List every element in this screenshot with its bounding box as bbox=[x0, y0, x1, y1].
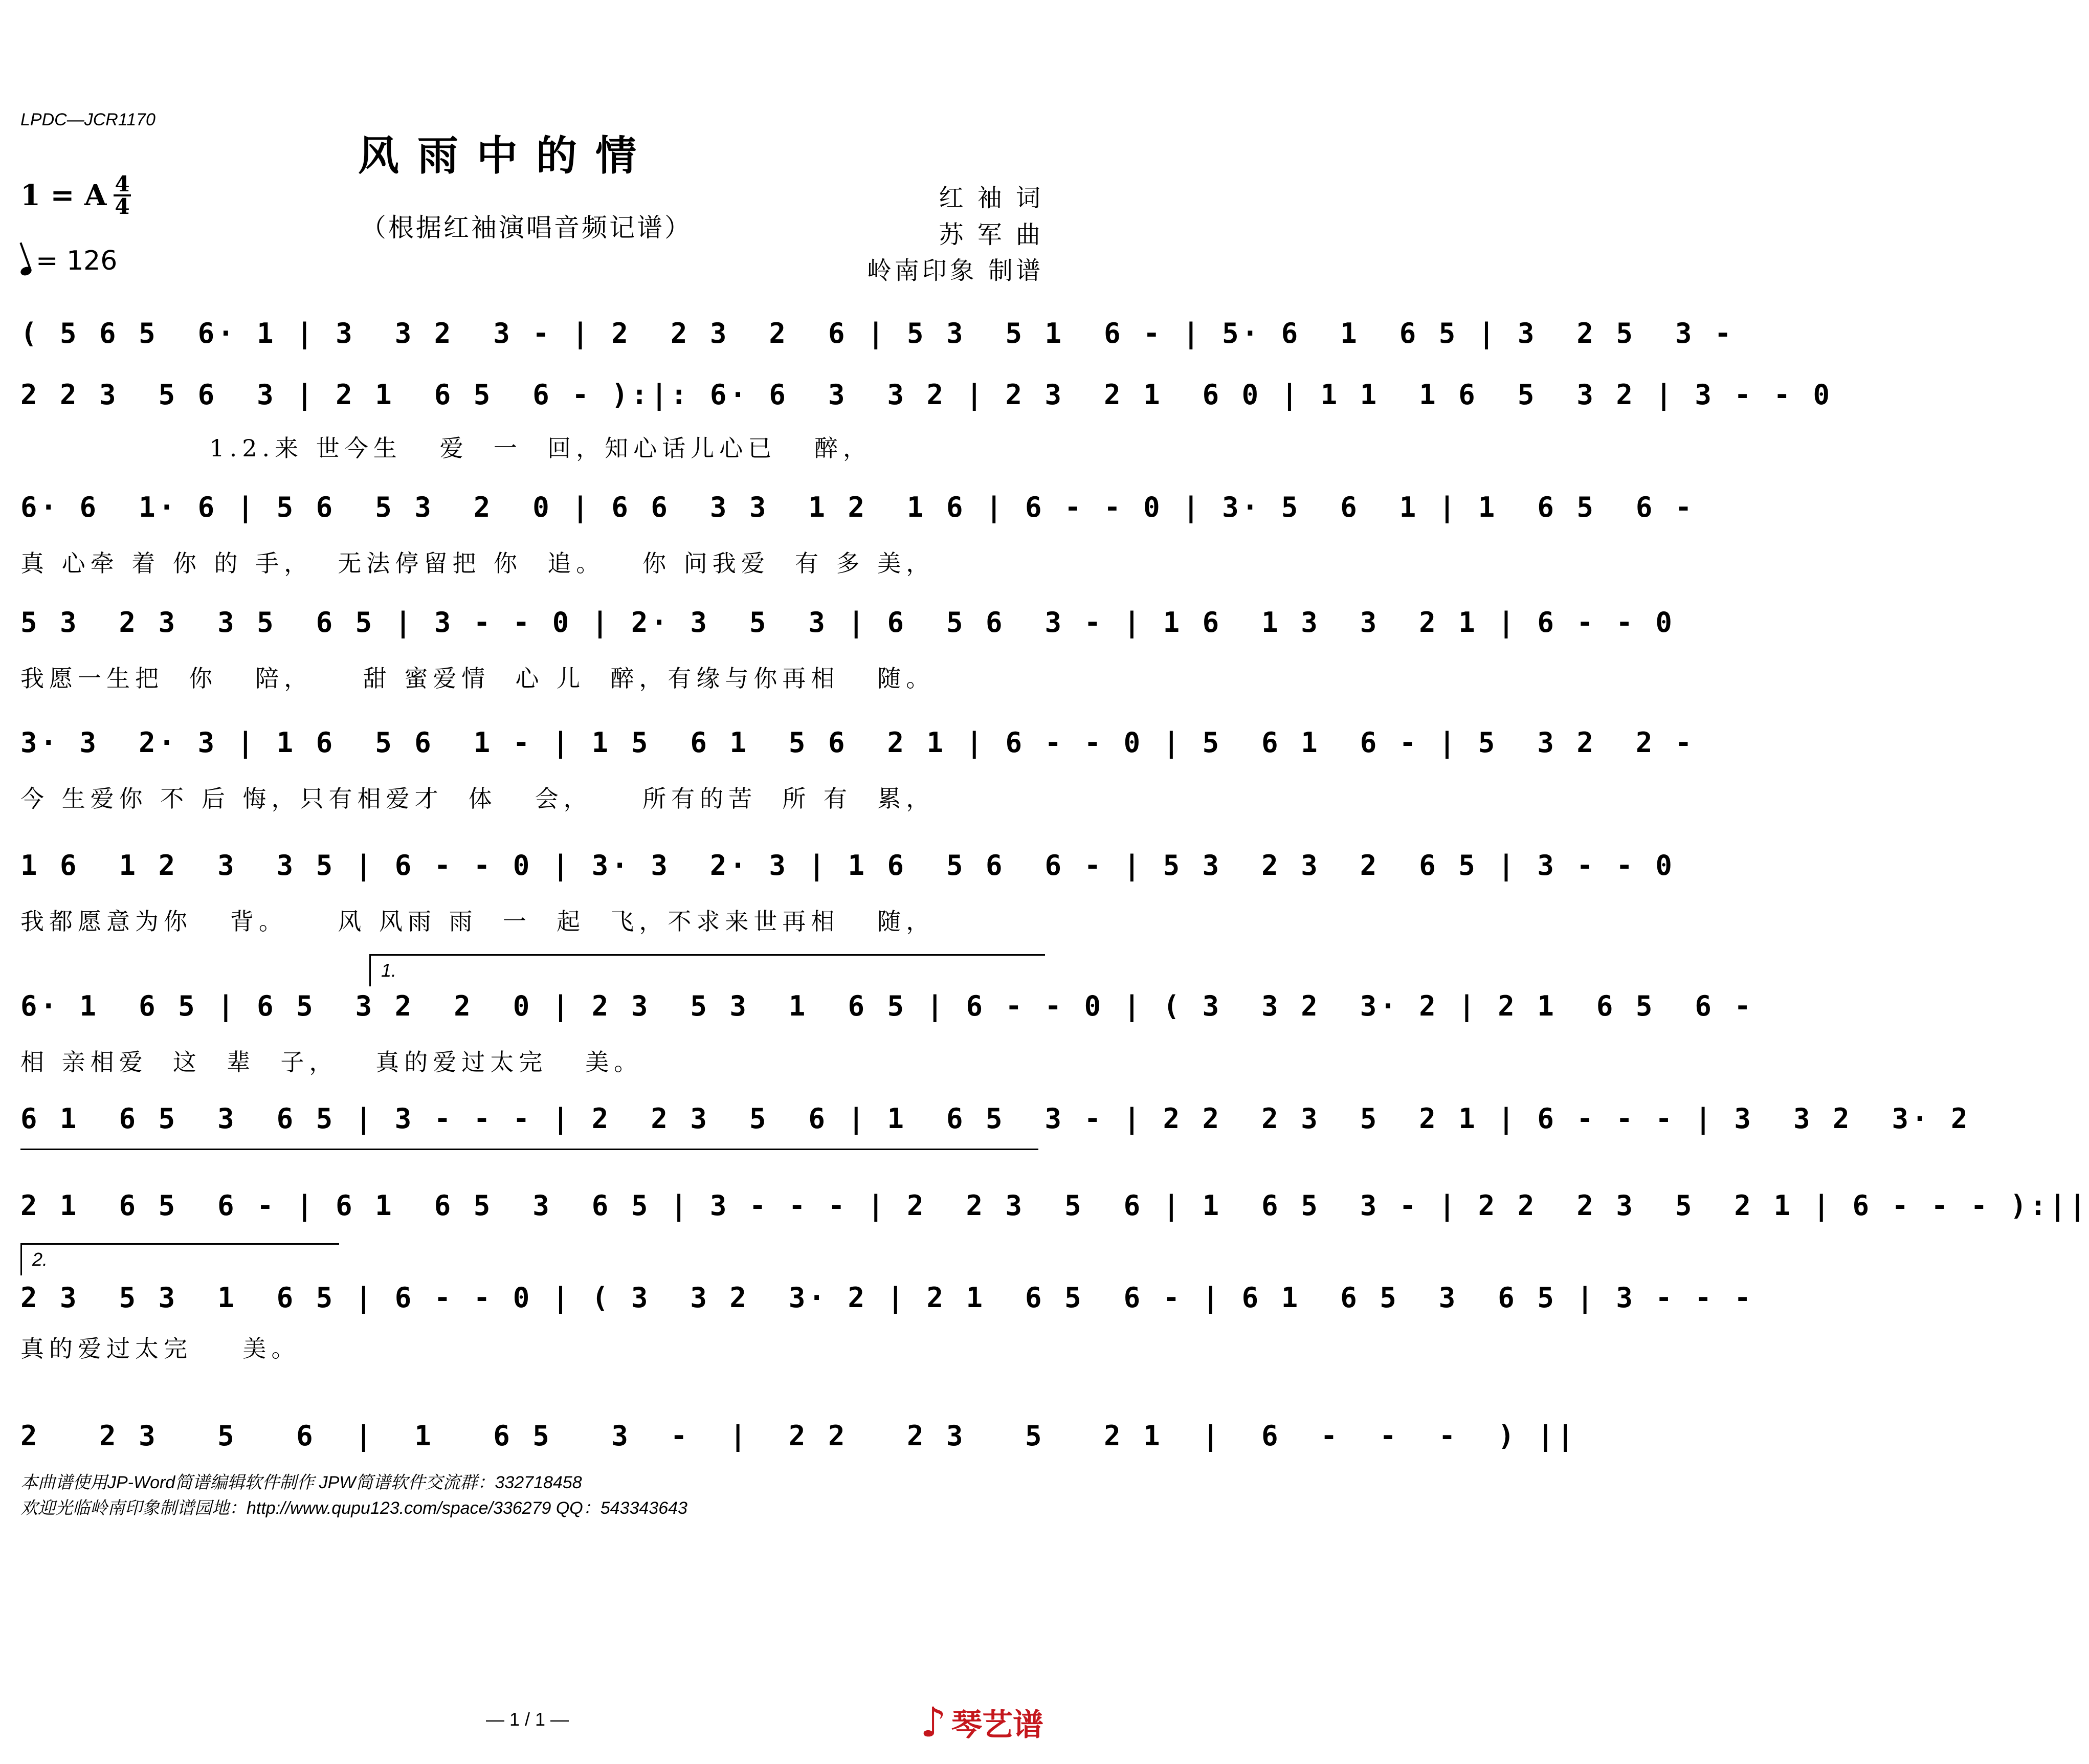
song-subtitle: （根据红袖演唱音频记谱） bbox=[361, 213, 692, 242]
score-row: 3· 3 2· 3 | 1 6 5 6 1 - | 1 5 6 1 5 6 2 1 | 6 - - 0 | 5 6 1 6 - | 5 3 2 2 - bbox=[20, 726, 1695, 759]
score-row: 6· 1 6 5 | 6 5 3 2 2 0 | 2 3 5 3 1 6 5 | 6 - - 0 | ( 3 3 2 3· 2 | 2 1 6 5 6 - bbox=[20, 990, 1754, 1022]
time-bottom: 4 bbox=[115, 194, 130, 219]
lyric-row: 今 生爱你 不 后 悔，只有相爱才 体 会， 所有的苦 所 有 累， bbox=[20, 785, 935, 812]
lyricist: 红 袖 词 bbox=[939, 184, 1043, 212]
page-number: — 1 / 1 — bbox=[486, 1709, 569, 1730]
score-row: 2 1 6 5 6 - | 6 1 6 5 3 6 5 | 3 - - - | 2 2 3 5 6 | 1 6 5 3 - | 2 2 2 3 5 2 1 | 6 - - - ):|| bbox=[20, 1189, 2089, 1222]
composer: 苏 军 曲 bbox=[939, 220, 1043, 249]
quarter-note-icon bbox=[19, 266, 33, 277]
score-row: 2 3 5 3 1 6 5 | 6 - - 0 | ( 3 3 2 3· 2 | 2 1 6 5 6 - | 6 1 6 5 3 6 5 | 3 - - - bbox=[20, 1282, 1754, 1314]
song-title: 风雨中的情 bbox=[358, 131, 655, 180]
score-row: 2 2 3 5 6 | 1 6 5 3 - | 2 2 2 3 5 2 1 | 6 - - - ) || bbox=[20, 1420, 1577, 1452]
volta-bracket-1 bbox=[369, 954, 1045, 986]
volta-label: 2. bbox=[32, 1249, 48, 1270]
score-row: 2 2 3 5 6 3 | 2 1 6 5 6 - ):|: 6· 6 3 3 2 | 2 3 2 1 6 0 | 1 1 1 6 5 3 2 | 3 - - 0 bbox=[20, 379, 1833, 411]
logo-icon: ♪ bbox=[920, 1699, 946, 1746]
logo-text: 琴艺谱 bbox=[951, 1707, 1043, 1743]
lyric-row: 1.2.来 世今生 爱 一 回，知心话儿心已 醉， bbox=[20, 434, 872, 462]
tempo-value: = 126 bbox=[36, 246, 118, 276]
score-row: 5 3 2 3 3 5 6 5 | 3 - - 0 | 2· 3 5 3 | 6 5 6 3 - | 1 6 1 3 3 2 1 | 6 - - 0 bbox=[20, 606, 1675, 638]
time-signature bbox=[114, 171, 130, 219]
volta-label: 1. bbox=[381, 960, 397, 981]
key-signature bbox=[20, 171, 131, 219]
footer-line-1: 本曲谱使用JP-Word简谱编辑软件制作 JPW简谱软件交流群：332718458 bbox=[20, 1473, 582, 1492]
key-label: 1 = A bbox=[20, 179, 107, 212]
score-row: ( 5 6 5 6· 1 | 3 3 2 3 - | 2 2 3 2 6 | 5 3 5 1 6 - | 5· 6 1 6 5 | 3 2 5 3 - bbox=[20, 317, 1735, 349]
lyric-row: 我都愿意为你 背。 风 风雨 雨 一 起 飞，不求来世再相 随， bbox=[20, 908, 935, 935]
score-row: 1 6 1 2 3 3 5 | 6 - - 0 | 3· 3 2· 3 | 1 6 5 6 6 - | 5 3 2 3 2 6 5 | 3 - - 0 bbox=[20, 849, 1675, 881]
site-logo bbox=[920, 1699, 1043, 1746]
score-row: 6 1 6 5 3 6 5 | 3 - - - | 2 2 3 5 6 | 1 6 5 3 - | 2 2 2 3 5 2 1 | 6 - - - | 3 3 2 3· 2 bbox=[20, 1102, 1971, 1135]
footer-line-2: 欢迎光临岭南印象制谱园地：http://www.qupu123.com/space/336279 QQ：543343643 bbox=[20, 1498, 687, 1518]
lyric-row: 真 心牵 着 你 的 手， 无法停留把 你 追。 你 问我爱 有 多 美， bbox=[20, 549, 935, 577]
lyric-row: 真的爱过太完 美。 bbox=[20, 1335, 300, 1362]
volta-continuation-line bbox=[20, 1149, 1038, 1150]
lyric-row: 相 亲相爱 这 辈 子， 真的爱过太完 美。 bbox=[20, 1048, 643, 1076]
time-top: 4 bbox=[115, 171, 130, 196]
score-row: 6· 6 1· 6 | 5 6 5 3 2 0 | 6 6 3 3 1 2 1 6 | 6 - - 0 | 3· 5 6 1 | 1 6 5 6 - bbox=[20, 491, 1695, 523]
tempo-mark bbox=[20, 246, 117, 276]
volta-bracket-2 bbox=[20, 1243, 339, 1275]
lyric-row: 我愿一生把 你 陪， 甜 蜜爱情 心 儿 醉，有缘与你再相 随。 bbox=[20, 665, 935, 692]
score-code: LPDC—JCR1170 bbox=[20, 110, 155, 129]
arranger: 岭南印象 制谱 bbox=[866, 256, 1043, 285]
